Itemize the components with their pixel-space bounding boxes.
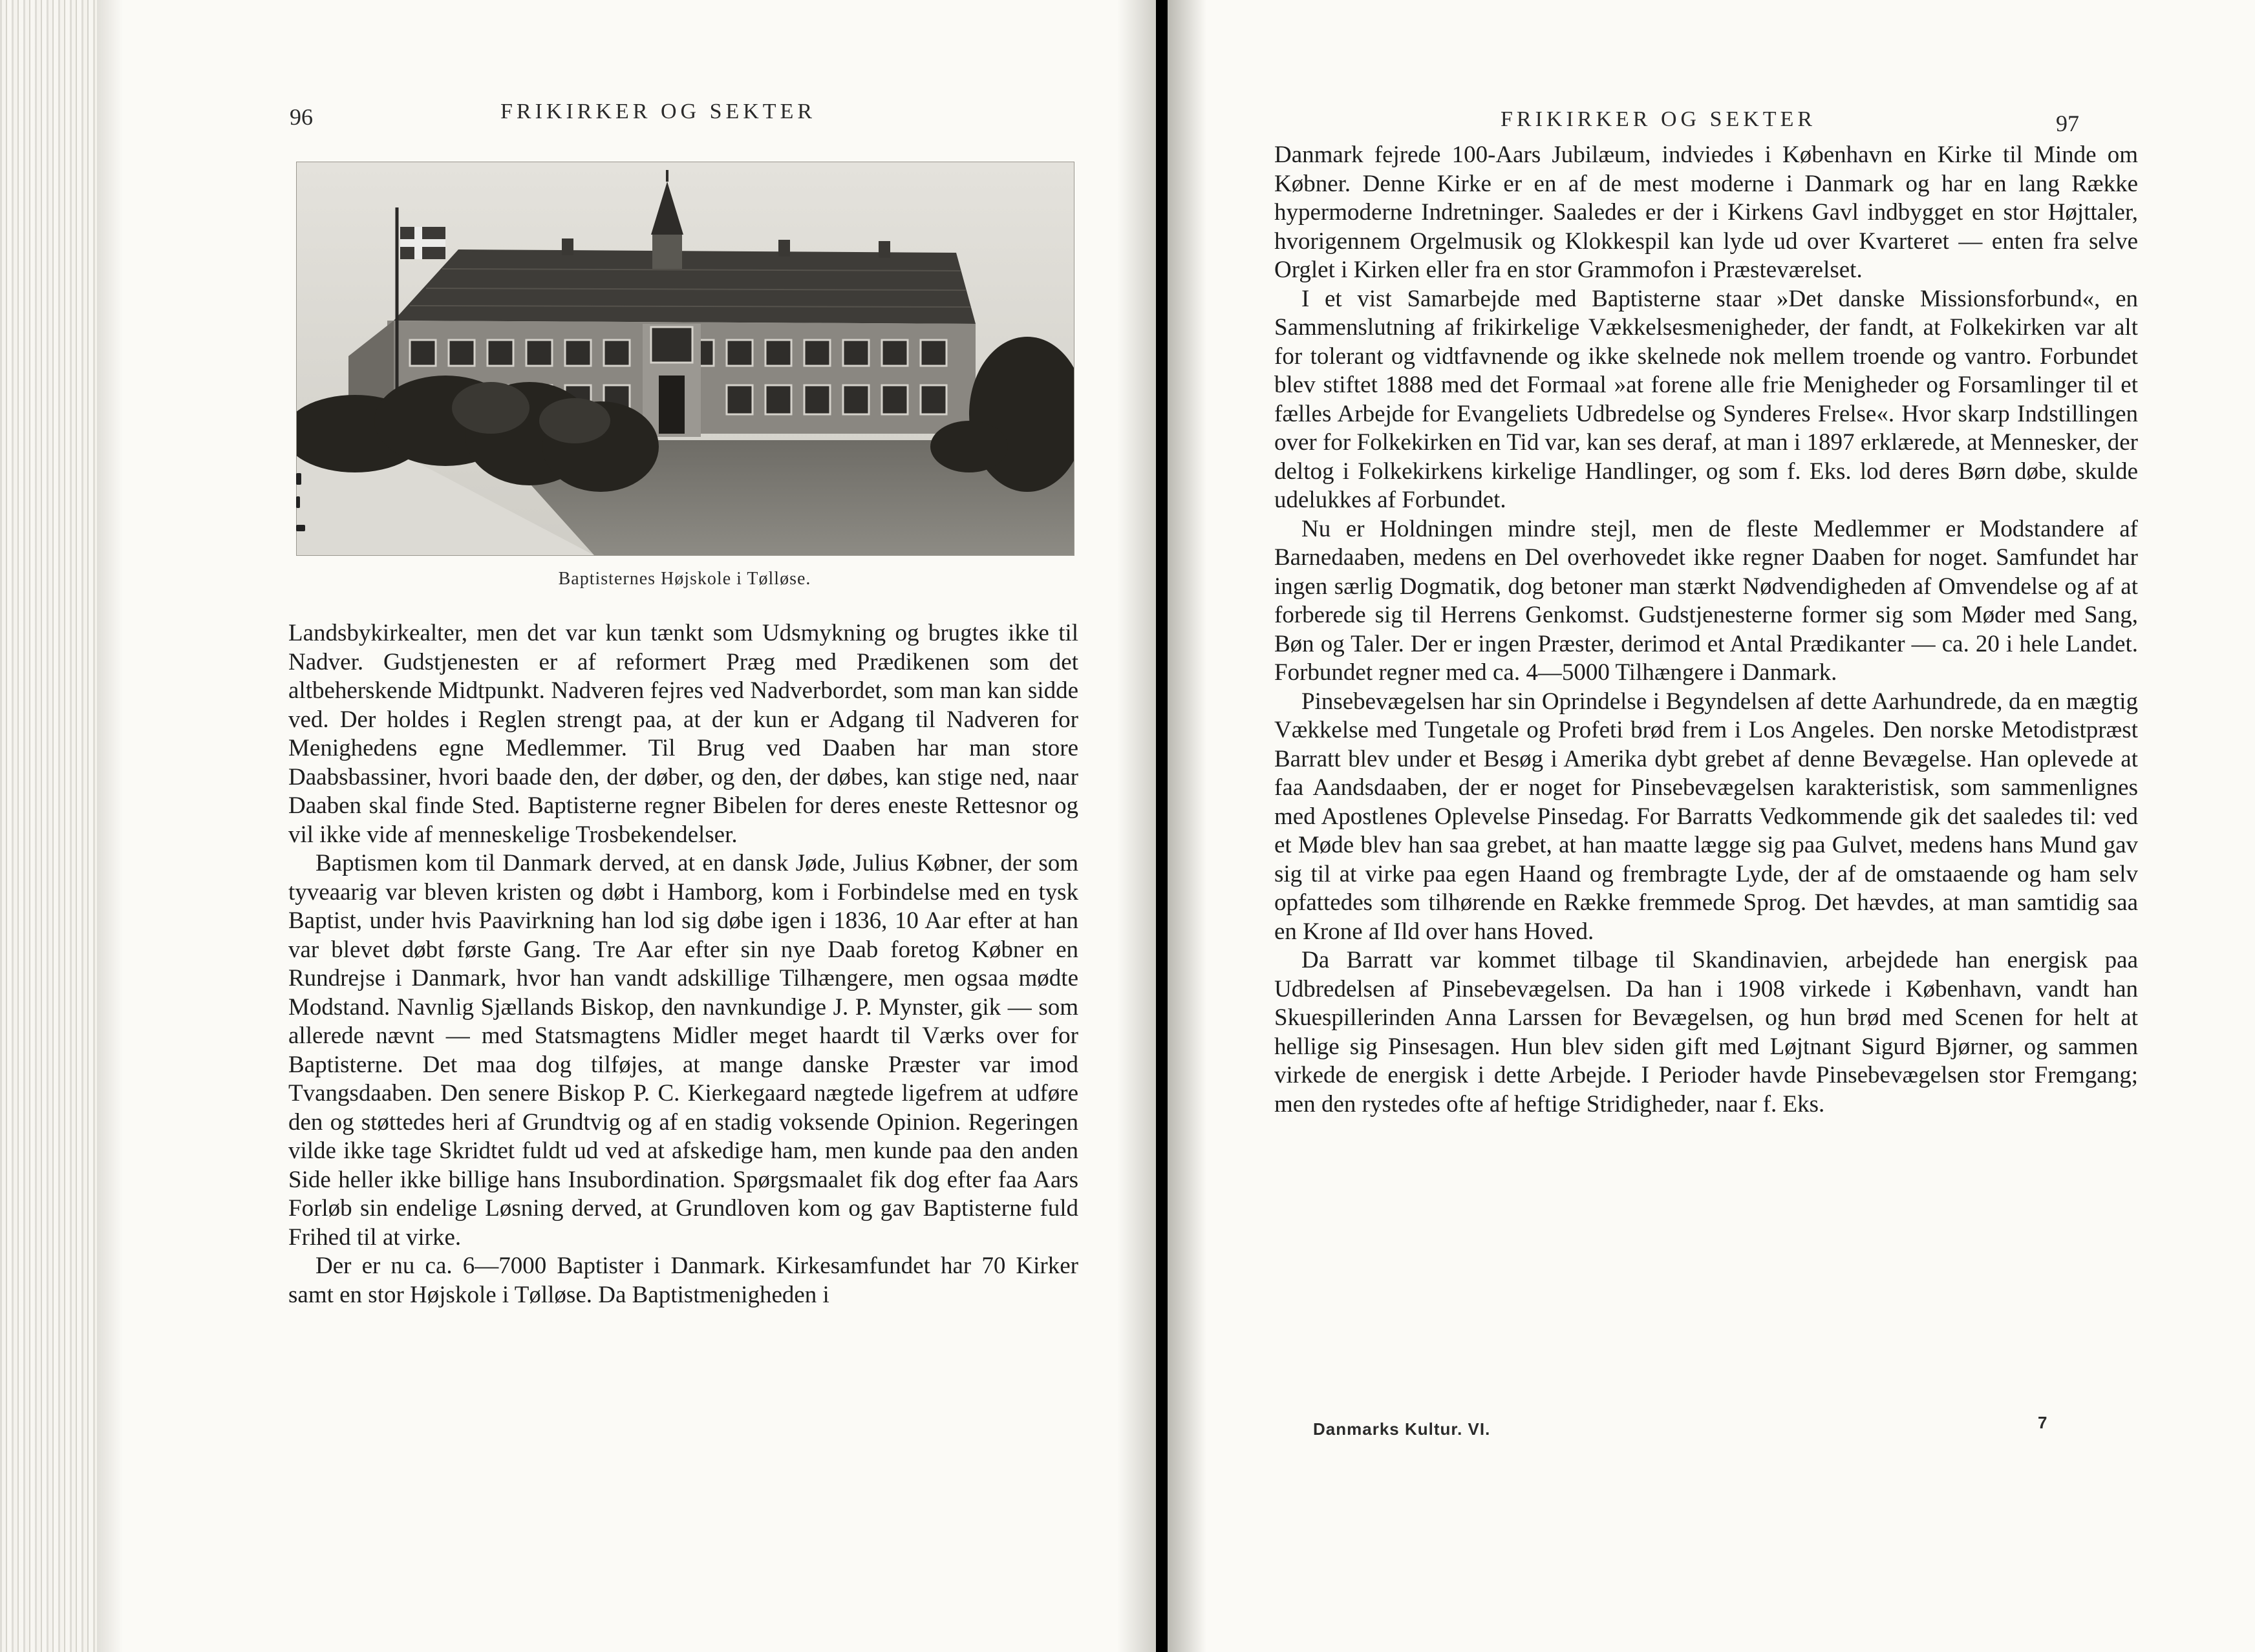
print-mark [296,496,300,508]
school-photo [296,162,1074,556]
right-page [1168,0,2255,1652]
photo-caption: Baptisternes Højskole i Tølløse. [558,569,811,589]
school-building-image [297,162,1074,555]
print-mark [296,525,305,531]
right-text-column [1274,141,2138,1119]
paragraph: Baptismen kom til Danmark derved, at en dansk Jøde, Julius Købner, der som tyveaarig var bleven kristen og døbt i Hamborg, kom i Forbindelse med en tysk Baptist, under hvis Paavirkning han lod sig døbe igen i 1836, 10 Aar efter at han var blevet døbt første Gang. Tre Aar efter sin nye Daab foretog Købner en Rundrejse i Danmark, hvor han vandt adskillige Tilhængere, men ogsaa mødte Modstand. Navnlig Sjællands Biskop, den navnkundige J. P. Mynster, gik — som allerede nævnt — med Statsmagtens Midler meget haardt til Værks over for Baptisterne. Det maa dog tilføjes, at mange danske Præster var imod Tvangsdaaben. Den senere Biskop P. C. Kierkegaard nægtede ligefrem at udføre den og støttedes heri af Grundtvig og af en stadig voksende Opinion. Regeringen vilde ikke tage Skridtet fuldt ud ved at afskedige ham, men kunde paa den anden Side heller ikke billige hans Insubordination. Spørgsmaalet fik dog efter faa Aars Forløb sin endelige Løsning derved, at Grundloven kom og gav Baptisterne fuld Frihed til at virke. [288,850,1078,1251]
running-head-right: FRIKIRKER OG SEKTER [1501,107,1817,131]
page-number-left: 96 [290,104,313,130]
print-mark [296,473,301,485]
paragraph: Nu er Holdningen mindre stejl, men de fleste Medlemmer er Modstandere af Barnedaaben, medens en Del overhovedet ikke regner Daaben for noget. Samfundet har ingen særlig Dogmatik, dog betoner man stærkt Nødvendigheden af Omvendelse og af at forberede sig til Herrens Genkomst. Gudstjenesterne former sig som Møder med Sang, Bøn og Taler. Der er ingen Præster, derimod et Antal Prædikanter — ca. 20 i hele Landet. Forbundet regner med ca. 4—5000 Tilhængere i Danmark. [1274,515,2138,686]
paragraph: Der er nu ca. 6—7000 Baptister i Danmark. Kirkesamfundet har 70 Kirker samt en stor Højskole i Tølløse. Da Baptistmenigheden i [288,1253,1078,1308]
paragraph: Pinsebevægelsen har sin Oprindelse i Begyndelsen af dette Aarhundrede, da en mægtig Vækkelse med Tungetale og Profeti brød frem i Los Angeles. Den norske Metodistpræst Barratt blev under et Besøg i Amerika dybt grebet af denne Bevægelse. Han oplevede at faa Aandsdaaben, der er noget for Pinsebevægelsen karakteristisk, som sammenlignes med Apostlenes Oplevelse Pinsedag. For Barratts Vedkommende gik det saaledes til: ved et Møde blev han saa grebet, at han maatte lægge sig paa Gulvet, medens hans Mund gav sig til at virke paa egen Haand og frembragte Lyde, der af de omstaaende og ham selv opfattedes som tilhørende en Række fremmede Sprog. Det hævdes, at man samtidig saa en Krone af Ild over hans Hoved. [1274,688,2138,945]
gutter-shadow [1168,0,1206,1652]
footer-title: Danmarks Kultur. VI. [1313,1419,1491,1439]
gutter-shadow [1117,0,1156,1652]
paragraph: Da Barratt var kommet tilbage til Skandinavien, arbejdede han energisk paa Udbredelsen af Pinsebevægelsen. Da han i 1908 virkede i København, vandt han Skuespillerinden Anna Larssen for Bevægelsen, og hun brød med Scenen for helt at hellige sig Pinsesagen. Hun blev siden gift med Løjtnant Sigurd Bjørner, og sammen virkede de energisk i dette Arbejde. I Perioder havde Pinsebevægelsen stor Fremgang; men den rystedes ofte af heftige Stridigheder, naar f. Eks. [1274,947,2138,1117]
page-edges [0,0,97,1652]
page-number-right: 97 [2056,111,2079,136]
footer-signature: 7 [2038,1413,2048,1432]
paragraph: Landsbykirkealter, men det var kun tænkt som Udsmykning og brugtes ikke til Nadver. Gudstjenesten er af reformert Præg med Prædikenen som det altbeherskende Midtpunkt. Nadveren fejres ved Nadverbordet, som man kan sidde ved. Der holdes i Reglen strengt paa, at der kun er Adgang til Nadveren for Menighedens egne Medlemmer. Til Brug ved Daaben har man store Daabsbassiner, hvori baade den, der døber, og den, der døbes, kan stige ned, naar Daaben skal finde Sted. Baptisterne regner Bibelen for deres eneste Rettesnor og vil ikke vide af menneskelige Trosbekendelser. [288,620,1078,848]
running-head-left: FRIKIRKER OG SEKTER [500,100,817,123]
paragraph: I et vist Samarbejde med Baptisterne staar »Det danske Missionsforbund«, en Sammenslutning af frikirkelige Vækkelsesmenigheder, der fandt, at Folkekirken var alt for tolerant og vidtfavnende og ikke skelnede nok mellem troende og vantro. Forbundet blev stiftet 1888 med det Formaal »at forene alle frie Menigheder og Forsamlinger til et fælles Arbejde for Evangeliets Udbredelse og Synderes Frelse«. Hvor skarp Indstillingen over for Folkekirken en Tid var, kan ses deraf, at man i 1897 erklærede, at Mennesker, der deltog i Folkekirkens kirkelige Handlinger, og som f. Eks. lod deres Børn døbe, skulde udelukkes af Forbundet. [1274,285,2138,513]
paragraph: Danmark fejrede 100-Aars Jubilæum, indviedes i København en Kirke til Minde om Købner. Denne Kirke er en af de mest moderne i Danmark og har en lang Række hypermoderne Indretninger. Saaledes er der i Kirkens Gavl indbygget en stor Højttaler, hvorigennem Orgelmusik og Klokkespil kan lyde ud over Kvarteret — enten fra selve Orglet i Kirken eller fra en stor Grammofon i Præsteværelset. [1274,142,2138,283]
left-text-column [288,619,1078,1309]
